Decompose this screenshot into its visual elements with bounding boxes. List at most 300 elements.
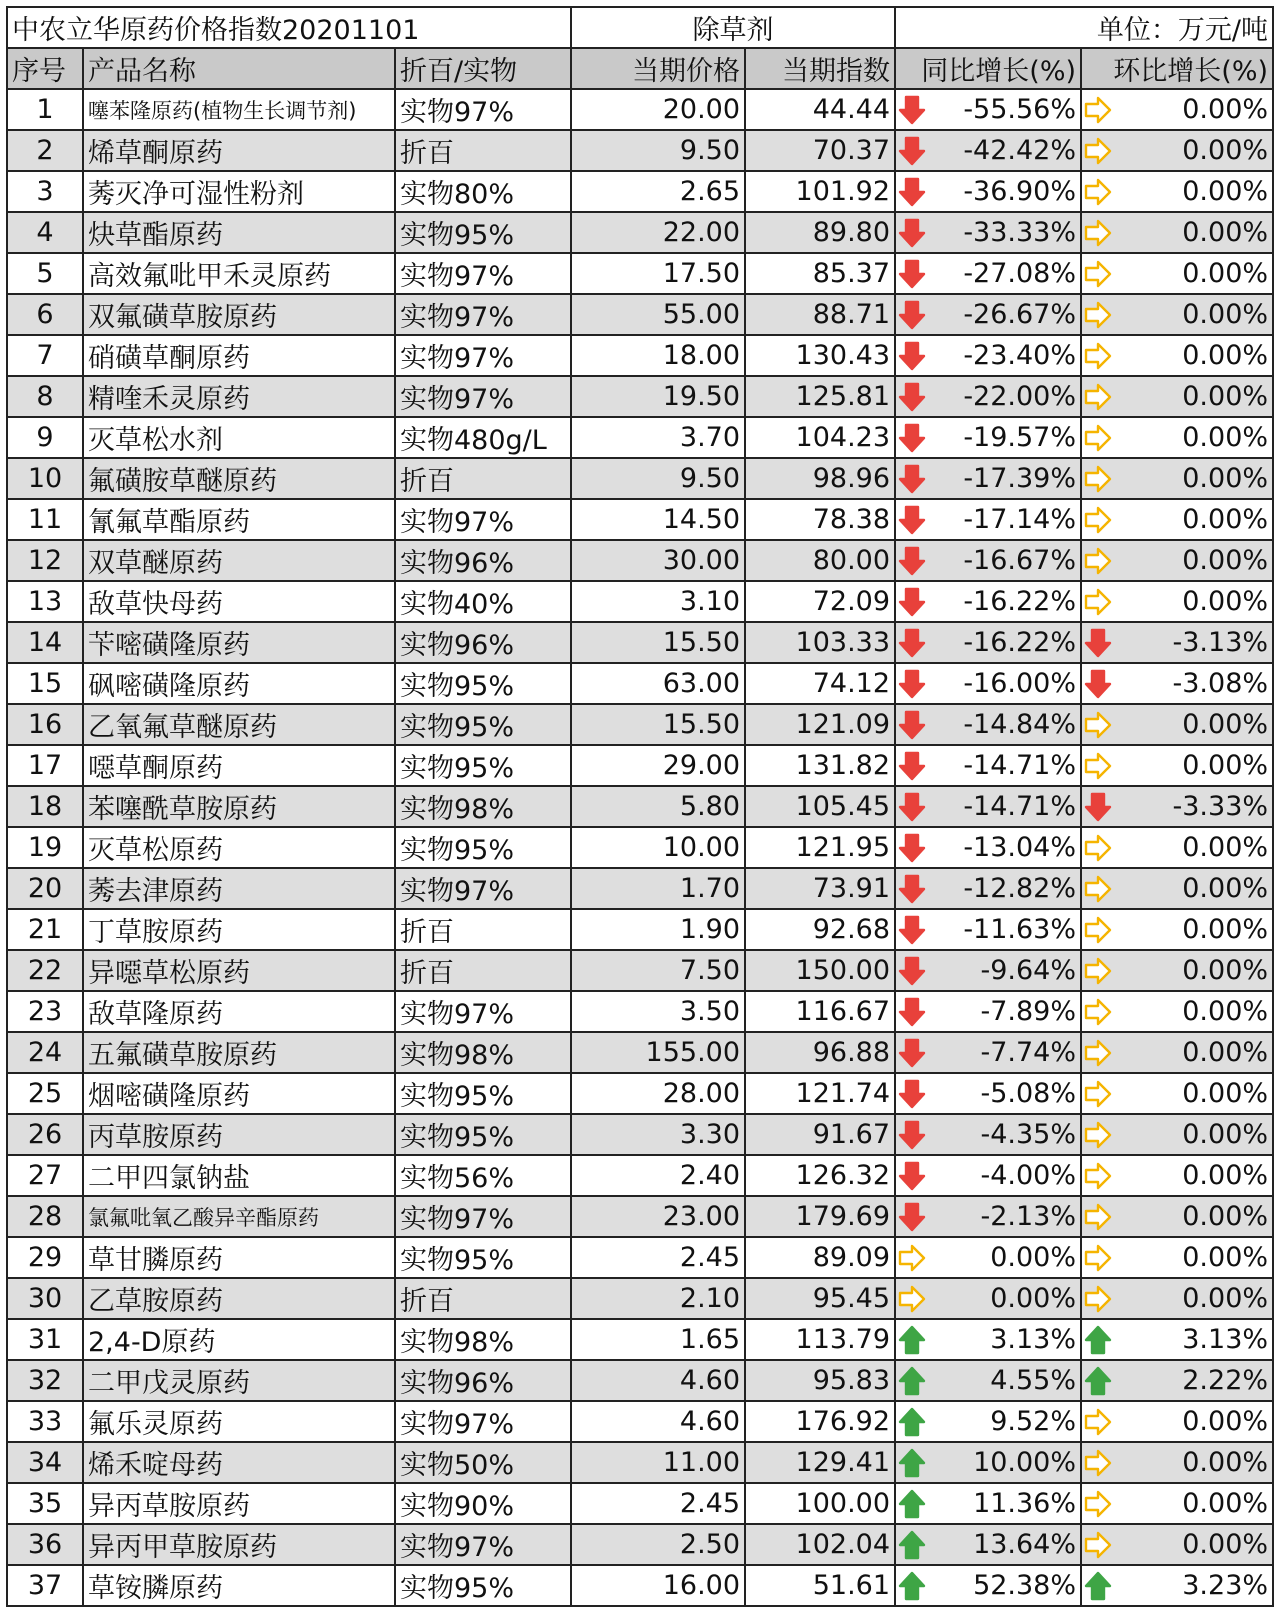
row-number: 31 <box>7 1319 83 1360</box>
yoy-change-value: -7.74% <box>980 1037 1077 1068</box>
current-index: 95.83 <box>745 1360 895 1401</box>
product-spec: 实物50% <box>395 1442 571 1483</box>
mom-change-value: 3.23% <box>1182 1570 1269 1601</box>
row-number: 37 <box>7 1565 83 1606</box>
yoy-change-cell <box>895 991 1081 1032</box>
table-row <box>7 1524 1273 1565</box>
table-row <box>7 1073 1273 1114</box>
table-row <box>7 253 1273 294</box>
arrow-right-icon <box>1084 1038 1112 1068</box>
current-index: 113.79 <box>745 1319 895 1360</box>
product-spec: 折百 <box>395 130 571 171</box>
yoy-change-value: -16.22% <box>963 586 1077 617</box>
product-spec: 实物97% <box>395 1524 571 1565</box>
row-number: 33 <box>7 1401 83 1442</box>
row-number: 26 <box>7 1114 83 1155</box>
table-row <box>7 704 1273 745</box>
mom-change-cell <box>1081 827 1273 868</box>
product-name: 烯禾啶母药 <box>83 1442 395 1483</box>
mom-change-value: 0.00% <box>1182 1119 1269 1150</box>
arrow-right-icon <box>1084 710 1112 740</box>
yoy-change-cell <box>895 212 1081 253</box>
header-price: 当期价格 <box>571 48 745 89</box>
product-name: 噁草酮原药 <box>83 745 395 786</box>
mom-change-cell <box>1081 1524 1273 1565</box>
arrow-down-icon <box>898 833 926 863</box>
arrow-down-icon <box>898 956 926 986</box>
current-price: 63.00 <box>571 663 745 704</box>
product-name: 异丙草胺原药 <box>83 1483 395 1524</box>
product-name: 双草醚原药 <box>83 540 395 581</box>
yoy-change-cell <box>895 1360 1081 1401</box>
current-index: 72.09 <box>745 581 895 622</box>
yoy-change-cell <box>895 704 1081 745</box>
arrow-down-icon <box>898 628 926 658</box>
mom-change-cell <box>1081 1155 1273 1196</box>
mom-change-value: 0.00% <box>1182 463 1269 494</box>
mom-change-cell <box>1081 1360 1273 1401</box>
table-row <box>7 1237 1273 1278</box>
product-spec: 实物95% <box>395 1565 571 1606</box>
yoy-change-cell <box>895 1442 1081 1483</box>
row-number: 5 <box>7 253 83 294</box>
current-index: 105.45 <box>745 786 895 827</box>
product-spec: 实物98% <box>395 1319 571 1360</box>
product-spec: 实物56% <box>395 1155 571 1196</box>
mom-change-value: 0.00% <box>1182 996 1269 1027</box>
current-price: 16.00 <box>571 1565 745 1606</box>
product-name: 灭草松原药 <box>83 827 395 868</box>
current-index: 100.00 <box>745 1483 895 1524</box>
table-row <box>7 868 1273 909</box>
yoy-change-cell <box>895 1401 1081 1442</box>
product-name: 五氟磺草胺原药 <box>83 1032 395 1073</box>
yoy-change-cell <box>895 1524 1081 1565</box>
arrow-right-icon <box>1084 1079 1112 1109</box>
table-row <box>7 745 1273 786</box>
mom-change-value: 0.00% <box>1182 1242 1269 1273</box>
product-spec: 折百 <box>395 909 571 950</box>
product-name: 敌草隆原药 <box>83 991 395 1032</box>
current-index: 92.68 <box>745 909 895 950</box>
yoy-change-value: 13.64% <box>973 1529 1077 1560</box>
current-index: 44.44 <box>745 89 895 130</box>
yoy-change-value: -27.08% <box>963 258 1077 289</box>
product-name: 砜嘧磺隆原药 <box>83 663 395 704</box>
arrow-down-icon <box>898 751 926 781</box>
current-price: 2.40 <box>571 1155 745 1196</box>
mom-change-cell <box>1081 1442 1273 1483</box>
product-name: 高效氟吡甲禾灵原药 <box>83 253 395 294</box>
current-index: 131.82 <box>745 745 895 786</box>
yoy-change-cell <box>895 1483 1081 1524</box>
yoy-change-value: -33.33% <box>963 217 1077 248</box>
header-index: 当期指数 <box>745 48 895 89</box>
table-row <box>7 540 1273 581</box>
mom-change-value: 0.00% <box>1182 258 1269 289</box>
mom-change-cell <box>1081 335 1273 376</box>
current-price: 3.30 <box>571 1114 745 1155</box>
yoy-change-value: -36.90% <box>963 176 1077 207</box>
arrow-down-icon <box>898 710 926 740</box>
product-name: 炔草酯原药 <box>83 212 395 253</box>
product-spec: 实物97% <box>395 868 571 909</box>
current-index: 129.41 <box>745 1442 895 1483</box>
yoy-change-value: -14.71% <box>963 750 1077 781</box>
table-body <box>7 89 1273 1606</box>
arrow-down-icon <box>898 464 926 494</box>
current-price: 1.70 <box>571 868 745 909</box>
row-number: 8 <box>7 376 83 417</box>
row-number: 20 <box>7 868 83 909</box>
current-index: 121.09 <box>745 704 895 745</box>
arrow-right-icon <box>1084 751 1112 781</box>
arrow-right-icon <box>1084 136 1112 166</box>
row-number: 36 <box>7 1524 83 1565</box>
table-row <box>7 1196 1273 1237</box>
product-name: 苄嘧磺隆原药 <box>83 622 395 663</box>
product-spec: 实物480g/L <box>395 417 571 458</box>
row-number: 35 <box>7 1483 83 1524</box>
product-spec: 实物96% <box>395 540 571 581</box>
arrow-down-icon <box>898 136 926 166</box>
mom-change-value: 0.00% <box>1182 545 1269 576</box>
mom-change-value: 0.00% <box>1182 709 1269 740</box>
product-spec: 实物97% <box>395 1196 571 1237</box>
current-price: 9.50 <box>571 458 745 499</box>
yoy-change-value: 0.00% <box>990 1242 1077 1273</box>
row-number: 4 <box>7 212 83 253</box>
yoy-change-value: 10.00% <box>973 1447 1077 1478</box>
arrow-right-icon <box>1084 464 1112 494</box>
price-index-table <box>6 6 1274 1607</box>
row-number: 15 <box>7 663 83 704</box>
table-row <box>7 1032 1273 1073</box>
current-index: 150.00 <box>745 950 895 991</box>
yoy-change-value: 9.52% <box>990 1406 1077 1437</box>
current-price: 3.10 <box>571 581 745 622</box>
mom-change-cell <box>1081 540 1273 581</box>
row-number: 9 <box>7 417 83 458</box>
row-number: 10 <box>7 458 83 499</box>
yoy-change-cell <box>895 1237 1081 1278</box>
mom-change-cell <box>1081 499 1273 540</box>
mom-change-cell <box>1081 745 1273 786</box>
current-index: 95.45 <box>745 1278 895 1319</box>
arrow-down-icon <box>1084 792 1112 822</box>
row-number: 6 <box>7 294 83 335</box>
arrow-right-icon <box>1084 259 1112 289</box>
product-spec: 实物95% <box>395 704 571 745</box>
product-spec: 实物95% <box>395 745 571 786</box>
arrow-right-icon <box>1084 1120 1112 1150</box>
arrow-down-icon <box>898 792 926 822</box>
current-price: 30.00 <box>571 540 745 581</box>
current-price: 1.65 <box>571 1319 745 1360</box>
mom-change-value: -3.13% <box>1172 627 1269 658</box>
arrow-right-icon <box>1084 1243 1112 1273</box>
product-spec: 实物97% <box>395 376 571 417</box>
mom-change-value: 0.00% <box>1182 750 1269 781</box>
arrow-up-icon <box>898 1407 926 1437</box>
row-number: 30 <box>7 1278 83 1319</box>
mom-change-value: 0.00% <box>1182 832 1269 863</box>
mom-change-value: 0.00% <box>1182 1201 1269 1232</box>
arrow-right-icon <box>1084 423 1112 453</box>
table-row <box>7 1319 1273 1360</box>
current-index: 121.95 <box>745 827 895 868</box>
yoy-change-value: -4.35% <box>980 1119 1077 1150</box>
product-name: 莠去津原药 <box>83 868 395 909</box>
mom-change-cell <box>1081 663 1273 704</box>
row-number: 17 <box>7 745 83 786</box>
current-price: 18.00 <box>571 335 745 376</box>
mom-change-cell <box>1081 786 1273 827</box>
current-price: 1.90 <box>571 909 745 950</box>
arrow-down-icon <box>898 997 926 1027</box>
mom-change-cell <box>1081 1114 1273 1155</box>
header-no: 序号 <box>7 48 83 89</box>
yoy-change-value: -17.14% <box>963 504 1077 535</box>
mom-change-value: -3.08% <box>1172 668 1269 699</box>
mom-change-value: 0.00% <box>1182 1160 1269 1191</box>
arrow-right-icon <box>1084 218 1112 248</box>
current-price: 9.50 <box>571 130 745 171</box>
product-name: 氯氟吡氧乙酸异辛酯原药 <box>83 1196 395 1237</box>
yoy-change-cell <box>895 663 1081 704</box>
arrow-right-icon <box>1084 915 1112 945</box>
yoy-change-cell <box>895 458 1081 499</box>
table-row <box>7 171 1273 212</box>
arrow-right-icon <box>898 1284 926 1314</box>
yoy-change-cell <box>895 1114 1081 1155</box>
mom-change-value: 0.00% <box>1182 94 1269 125</box>
yoy-change-cell <box>895 1155 1081 1196</box>
arrow-down-icon <box>898 177 926 207</box>
current-price: 11.00 <box>571 1442 745 1483</box>
mom-change-cell <box>1081 253 1273 294</box>
arrow-down-icon <box>898 95 926 125</box>
yoy-change-value: -16.22% <box>963 627 1077 658</box>
yoy-change-cell <box>895 827 1081 868</box>
arrow-up-icon <box>1084 1325 1112 1355</box>
mom-change-value: 0.00% <box>1182 1447 1269 1478</box>
mom-change-cell <box>1081 1196 1273 1237</box>
product-spec: 实物96% <box>395 622 571 663</box>
mom-change-value: 0.00% <box>1182 914 1269 945</box>
row-number: 21 <box>7 909 83 950</box>
yoy-change-value: 0.00% <box>990 1283 1077 1314</box>
current-price: 20.00 <box>571 89 745 130</box>
yoy-change-value: -42.42% <box>963 135 1077 166</box>
current-price: 3.50 <box>571 991 745 1032</box>
product-spec: 折百 <box>395 1278 571 1319</box>
yoy-change-cell <box>895 417 1081 458</box>
arrow-down-icon <box>898 669 926 699</box>
product-spec: 实物98% <box>395 786 571 827</box>
arrow-right-icon <box>898 1243 926 1273</box>
yoy-change-cell <box>895 1319 1081 1360</box>
product-name: 莠灭净可湿性粉剂 <box>83 171 395 212</box>
current-index: 89.09 <box>745 1237 895 1278</box>
row-number: 14 <box>7 622 83 663</box>
product-name: 丙草胺原药 <box>83 1114 395 1155</box>
row-number: 7 <box>7 335 83 376</box>
row-number: 1 <box>7 89 83 130</box>
arrow-right-icon <box>1084 1448 1112 1478</box>
yoy-change-value: -23.40% <box>963 340 1077 371</box>
row-number: 3 <box>7 171 83 212</box>
arrow-down-icon <box>898 300 926 330</box>
table-row <box>7 417 1273 458</box>
arrow-down-icon <box>898 1038 926 1068</box>
mom-change-value: 0.00% <box>1182 135 1269 166</box>
row-number: 16 <box>7 704 83 745</box>
yoy-change-cell <box>895 1073 1081 1114</box>
header-row <box>7 48 1273 89</box>
current-index: 78.38 <box>745 499 895 540</box>
arrow-down-icon <box>898 915 926 945</box>
arrow-down-icon <box>898 218 926 248</box>
arrow-down-icon <box>898 874 926 904</box>
row-number: 24 <box>7 1032 83 1073</box>
product-spec: 实物40% <box>395 581 571 622</box>
yoy-change-cell <box>895 786 1081 827</box>
product-name: 草铵膦原药 <box>83 1565 395 1606</box>
product-spec: 实物97% <box>395 335 571 376</box>
current-index: 179.69 <box>745 1196 895 1237</box>
row-number: 11 <box>7 499 83 540</box>
row-number: 22 <box>7 950 83 991</box>
current-price: 2.50 <box>571 1524 745 1565</box>
current-index: 88.71 <box>745 294 895 335</box>
current-price: 2.45 <box>571 1483 745 1524</box>
product-name: 硝磺草酮原药 <box>83 335 395 376</box>
mom-change-value: 0.00% <box>1182 955 1269 986</box>
yoy-change-cell <box>895 745 1081 786</box>
arrow-up-icon <box>1084 1366 1112 1396</box>
row-number: 23 <box>7 991 83 1032</box>
arrow-down-icon <box>898 1079 926 1109</box>
arrow-down-icon <box>1084 669 1112 699</box>
product-name: 二甲戊灵原药 <box>83 1360 395 1401</box>
mom-change-value: -3.33% <box>1172 791 1269 822</box>
mom-change-cell <box>1081 1319 1273 1360</box>
mom-change-cell <box>1081 294 1273 335</box>
table-row <box>7 376 1273 417</box>
yoy-change-value: 11.36% <box>973 1488 1077 1519</box>
yoy-change-value: -4.00% <box>980 1160 1077 1191</box>
yoy-change-cell <box>895 1278 1081 1319</box>
yoy-change-cell <box>895 499 1081 540</box>
product-spec: 折百 <box>395 950 571 991</box>
arrow-right-icon <box>1084 95 1112 125</box>
mom-change-cell <box>1081 171 1273 212</box>
yoy-change-cell <box>895 581 1081 622</box>
mom-change-value: 0.00% <box>1182 340 1269 371</box>
current-index: 126.32 <box>745 1155 895 1196</box>
arrow-down-icon <box>898 259 926 289</box>
current-price: 4.60 <box>571 1360 745 1401</box>
table-row <box>7 1155 1273 1196</box>
arrow-up-icon <box>898 1366 926 1396</box>
current-price: 17.50 <box>571 253 745 294</box>
mom-change-cell <box>1081 1401 1273 1442</box>
product-name: 二甲四氯钠盐 <box>83 1155 395 1196</box>
mom-change-value: 2.22% <box>1182 1365 1269 1396</box>
arrow-down-icon <box>898 382 926 412</box>
product-spec: 实物95% <box>395 212 571 253</box>
yoy-change-cell <box>895 540 1081 581</box>
current-index: 80.00 <box>745 540 895 581</box>
mom-change-value: 0.00% <box>1182 504 1269 535</box>
product-name: 烟嘧磺隆原药 <box>83 1073 395 1114</box>
arrow-down-icon <box>898 546 926 576</box>
yoy-change-cell <box>895 376 1081 417</box>
yoy-change-value: -26.67% <box>963 299 1077 330</box>
arrow-down-icon <box>1084 628 1112 658</box>
arrow-up-icon <box>898 1325 926 1355</box>
current-index: 121.74 <box>745 1073 895 1114</box>
product-name: 乙氧氟草醚原药 <box>83 704 395 745</box>
mom-change-cell <box>1081 417 1273 458</box>
mom-change-cell <box>1081 909 1273 950</box>
arrow-right-icon <box>1084 1202 1112 1232</box>
table-row <box>7 212 1273 253</box>
product-spec: 实物97% <box>395 499 571 540</box>
row-number: 18 <box>7 786 83 827</box>
category-label: 除草剂 <box>571 7 895 48</box>
yoy-change-value: -9.64% <box>980 955 1077 986</box>
current-index: 130.43 <box>745 335 895 376</box>
mom-change-cell <box>1081 622 1273 663</box>
current-index: 74.12 <box>745 663 895 704</box>
product-name: 2,4-D原药 <box>83 1319 395 1360</box>
mom-change-value: 0.00% <box>1182 1529 1269 1560</box>
yoy-change-cell <box>895 1196 1081 1237</box>
product-spec: 实物97% <box>395 991 571 1032</box>
arrow-up-icon <box>898 1489 926 1519</box>
header-yoy: 同比增长(%) <box>895 48 1081 89</box>
current-index: 176.92 <box>745 1401 895 1442</box>
mom-change-value: 0.00% <box>1182 1037 1269 1068</box>
current-price: 29.00 <box>571 745 745 786</box>
arrow-right-icon <box>1084 956 1112 986</box>
mom-change-value: 0.00% <box>1182 1488 1269 1519</box>
current-index: 91.67 <box>745 1114 895 1155</box>
mom-change-value: 0.00% <box>1182 1078 1269 1109</box>
row-number: 28 <box>7 1196 83 1237</box>
mom-change-value: 0.00% <box>1182 586 1269 617</box>
yoy-change-cell <box>895 335 1081 376</box>
mom-change-cell <box>1081 581 1273 622</box>
product-name: 乙草胺原药 <box>83 1278 395 1319</box>
yoy-change-cell <box>895 909 1081 950</box>
table-row <box>7 786 1273 827</box>
arrow-down-icon <box>898 587 926 617</box>
yoy-change-cell <box>895 622 1081 663</box>
yoy-change-value: 52.38% <box>973 1570 1077 1601</box>
current-price: 15.50 <box>571 622 745 663</box>
table-row <box>7 1360 1273 1401</box>
header-name: 产品名称 <box>83 48 395 89</box>
yoy-change-value: -55.56% <box>963 94 1077 125</box>
product-spec: 实物95% <box>395 1114 571 1155</box>
mom-change-value: 0.00% <box>1182 873 1269 904</box>
row-number: 2 <box>7 130 83 171</box>
row-number: 32 <box>7 1360 83 1401</box>
product-name: 灭草松水剂 <box>83 417 395 458</box>
